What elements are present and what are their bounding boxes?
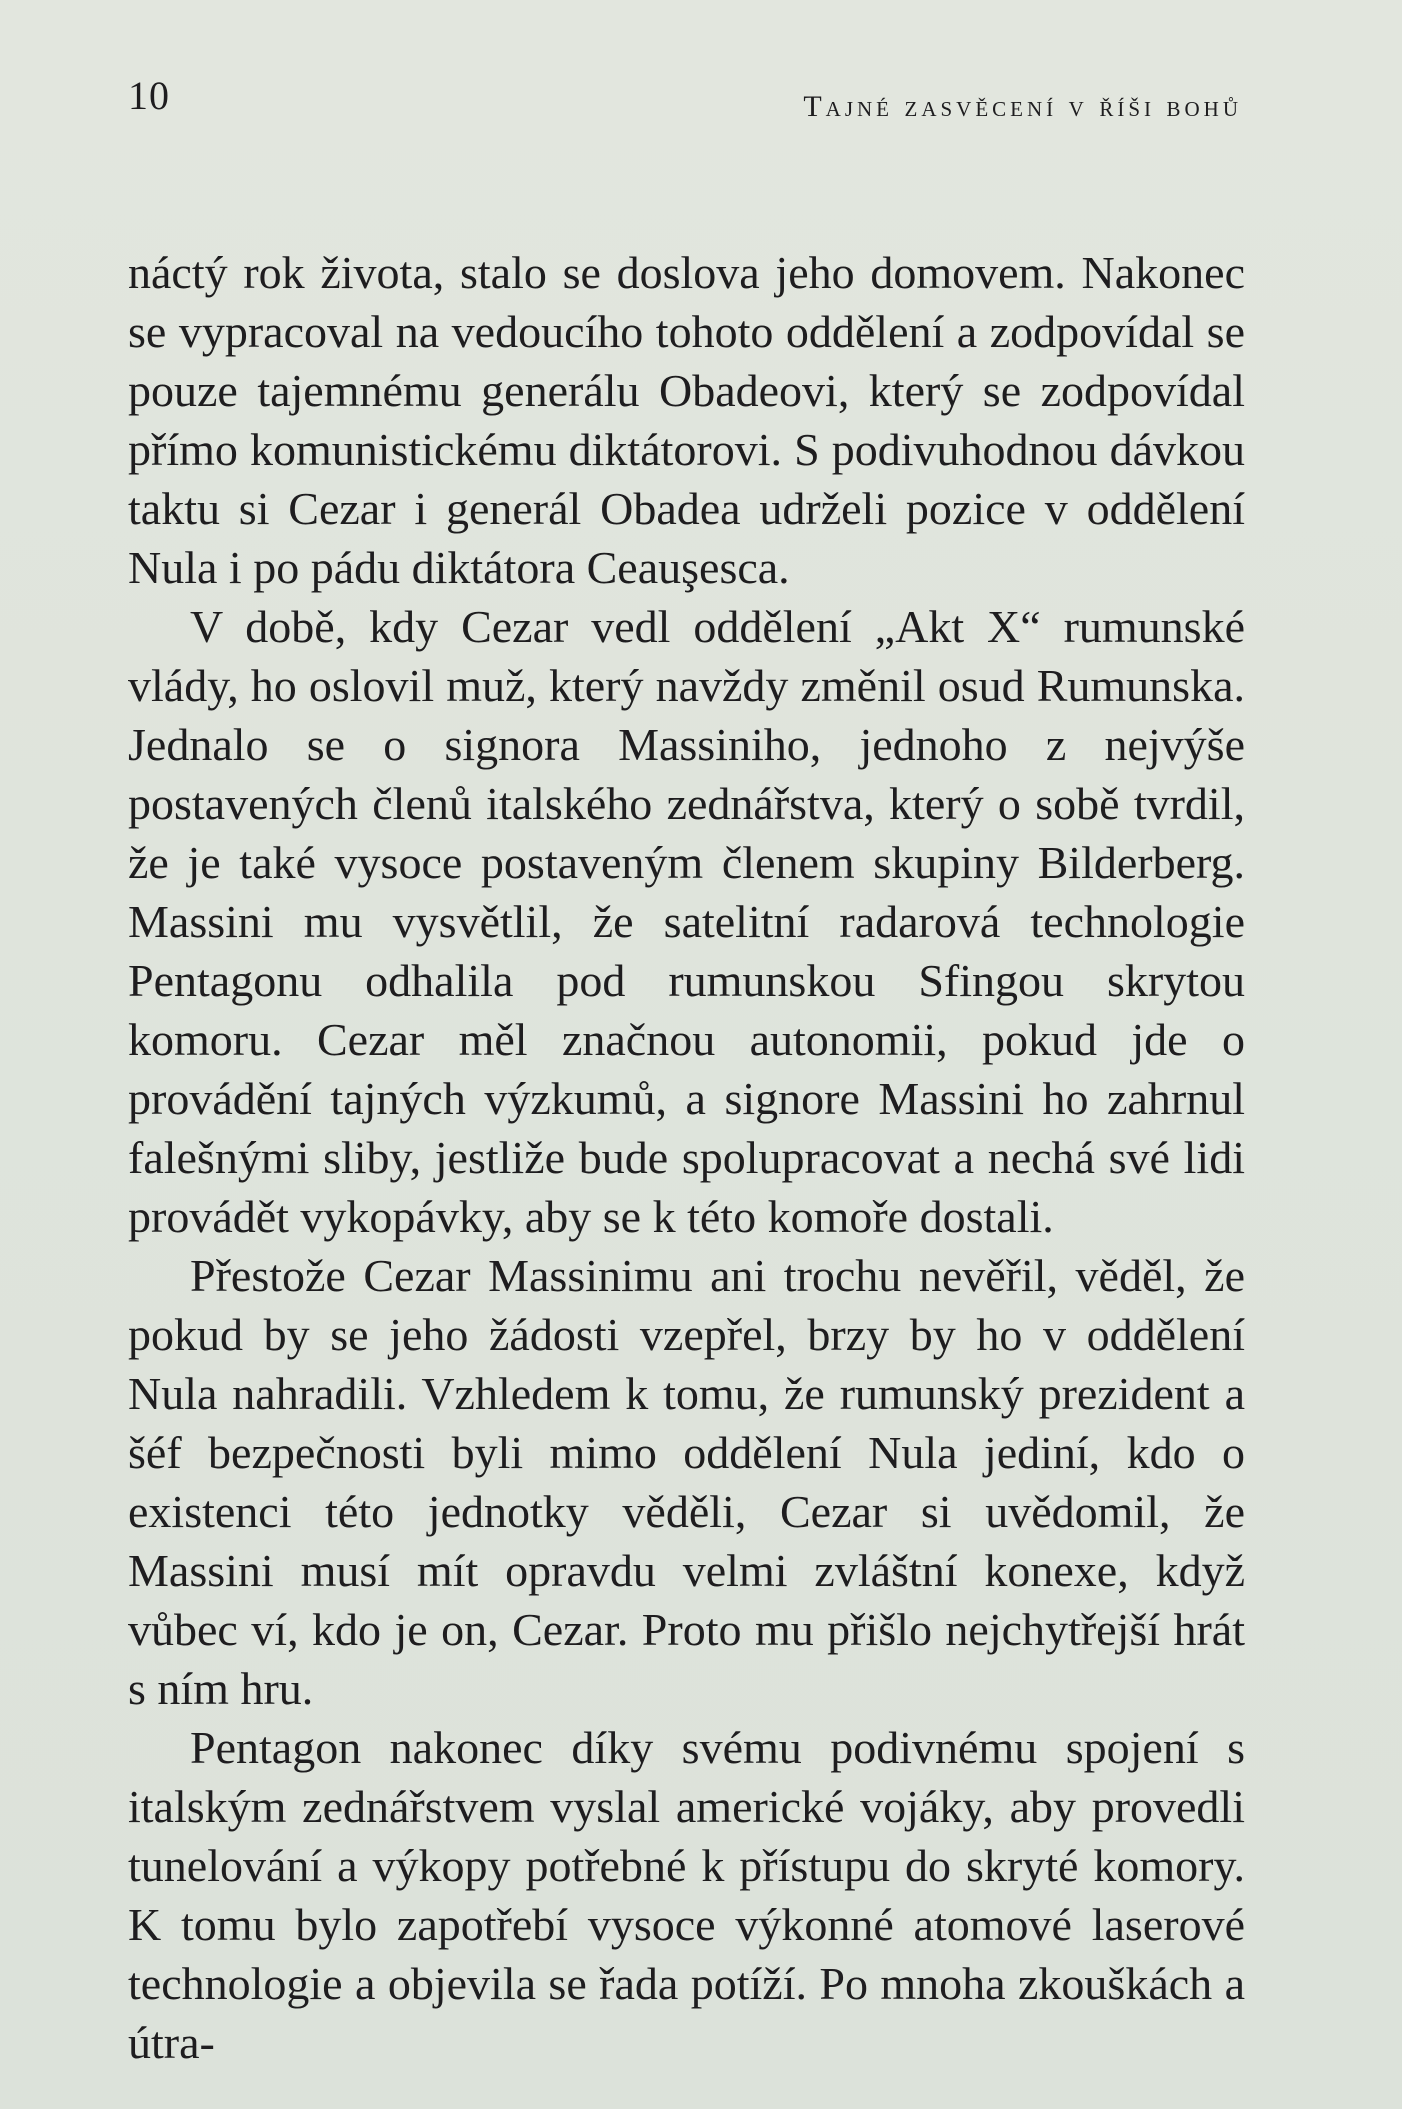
- paragraph-1: náctý rok života, stalo se doslova jeho domovem. Nakonec se vypracoval na vedoucího tohoto oddělení a zodpovídal se pouze tajemnému generálu Obadeovi, který se zodpovídal přímo komunistickému diktátorovi. S podivuhodnou dávkou taktu si Cezar i generál Obadea udrželi pozice v oddělení Nula i po pádu diktátora Ceauşesca.: [128, 247, 1245, 593]
- running-head: Tajné zasvěcení v říši bohů: [803, 90, 1242, 123]
- paragraph-3: Přestože Cezar Massinimu ani trochu nevěřil, věděl, že pokud by se jeho žádosti vzepřel, brzy by ho v oddělení Nula nahradili. Vzhledem k tomu, že rumunský prezident a šéf bezpečnosti byli mimo oddělení Nula jediní, kdo o existenci této jednotky věděli, Cezar si uvědomil, že Massini musí mít opravdu velmi zvláštní konexe, když vůbec ví, kdo je on, Cezar. Proto mu přišlo nejchytřejší hrát s ním hru.: [128, 1250, 1245, 1714]
- paragraph-4: Pentagon nakonec díky svému podivnému spojení s italským zednářstvem vyslal americké vojáky, aby provedli tunelování a výkopy potřebné k přístupu do skryté komory. K tomu bylo zapotřebí vysoce výkonné atomové laserové technologie a objevila se řada potíží. Po mnoha zkouškách a útra-: [128, 1722, 1245, 2068]
- paragraph-2: V době, kdy Cezar vedl oddělení „Akt X“ rumunské vlády, ho oslovil muž, který navždy změnil osud Rumunska. Jednalo se o signora Massiniho, jednoho z nejvýše postavených členů italského zednářstva, který o sobě tvrdil, že je také vysoce postaveným členem skupiny Bilderberg. Massini mu vysvětlil, že satelitní radarová technologie Pentagonu odhalila pod rumunskou Sfingou skrytou komoru. Cezar měl značnou autonomii, pokud jde o provádění tajných výzkumů, a signore Massini ho zahrnul falešnými sliby, jestliže bude spolupracovat a nechá své lidi provádět vykopávky, aby se k této komoře dostali.: [128, 601, 1245, 1242]
- body-text: [128, 243, 1245, 2072]
- page-number: 10: [128, 73, 170, 118]
